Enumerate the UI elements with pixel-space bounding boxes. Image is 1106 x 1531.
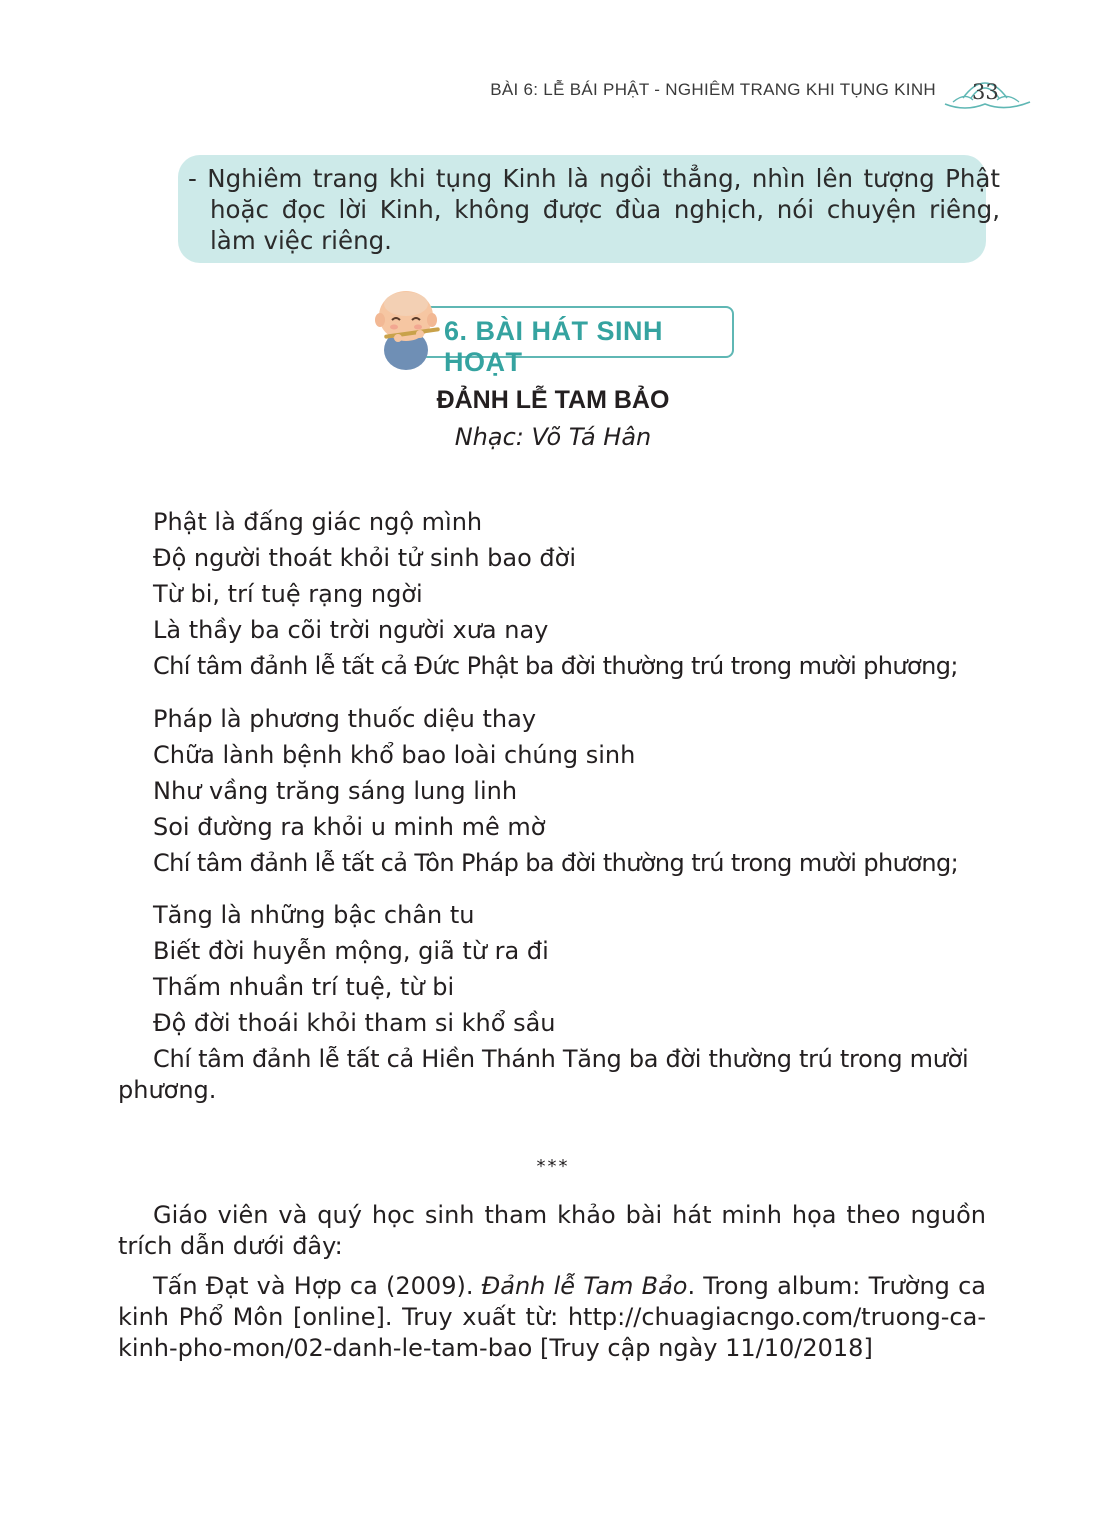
lyric-line: Chữa lành bệnh khổ bao loài chúng sinh — [153, 741, 636, 769]
separator: *** — [536, 1156, 570, 1177]
note-box — [178, 155, 1000, 263]
lyric-line: Chí tâm đảnh lễ tất cả Hiền Thánh Tăng ba đời thường trú trong mười — [153, 1045, 969, 1073]
lyric-line-continuation: phương. — [118, 1076, 217, 1104]
verse-2 — [153, 701, 993, 881]
lyric-line: Như vầng trăng sáng lung linh — [153, 777, 518, 805]
lyric-line: Chí tâm đảnh lễ tất cả Đức Phật ba đời thường trú trong mười phương; — [153, 652, 958, 680]
monk-flute-mascot-icon — [366, 286, 446, 372]
page-number: 33 — [972, 80, 999, 104]
lyric-line: Phật là đấng giác ngộ mình — [153, 508, 483, 536]
lyric-line: Là thầy ba cõi trời người xưa nay — [153, 616, 549, 644]
lyric-line: Thấm nhuần trí tuệ, từ bi — [153, 973, 455, 1001]
lyric-line: Từ bi, trí tuệ rạng ngời — [153, 580, 423, 608]
citation-prefix: Tấn Đạt và Hợp ca (2009). — [153, 1272, 482, 1300]
song-title: ĐẢNH LỄ TAM BẢO — [436, 386, 670, 414]
citation-title: Đảnh lễ Tam Bảo — [481, 1272, 688, 1300]
citation-rest: . Trong album: Trường ca kinh Phổ Môn [online]. Truy xuất từ: http://chuagiacngo.com/truong-ca-kinh-pho-mon/02-danh-le-tam-bao [Truy cập ngày 11/10/2018] — [118, 1272, 987, 1362]
song-author: Nhạc: Võ Tá Hân — [454, 423, 652, 451]
verse-1 — [153, 504, 993, 684]
lyric-line: Độ người thoát khỏi tử sinh bao đời — [153, 544, 576, 572]
verse-3 — [153, 897, 993, 1077]
chapter-title: BÀI 6: LỄ BÁI PHẬT - NGHIÊM TRANG KHI TỤNG KINH — [490, 80, 936, 99]
lyric-line: Pháp là phương thuốc diệu thay — [153, 705, 537, 733]
lyric-line: Chí tâm đảnh lễ tất cả Tôn Pháp ba đời thường trú trong mười phương; — [153, 849, 959, 877]
reference-intro: Giáo viên và quý học sinh tham khảo bài hát minh họa theo nguồn trích dẫn dưới đây: — [118, 1201, 986, 1260]
lyric-line: Biết đời huyễn mộng, giã từ ra đi — [153, 937, 549, 965]
section-label — [420, 306, 734, 377]
section-label-text: 6. BÀI HÁT SINH HOẠT — [444, 316, 664, 377]
reference-citation — [118, 1271, 986, 1364]
lyric-line: Tăng là những bậc chân tu — [153, 901, 475, 929]
note-text: - Nghiêm trang khi tụng Kinh là ngồi thẳng, nhìn lên tượng Phật hoặc đọc lời Kinh, không được đùa nghịch, nói chuyện riêng, làm việc riêng. — [188, 164, 1000, 255]
lyric-line: Độ đời thoái khỏi tham si khổ sầu — [153, 1009, 556, 1037]
page-header — [0, 74, 1106, 114]
lyric-line: Soi đường ra khỏi u minh mê mờ — [153, 813, 546, 841]
